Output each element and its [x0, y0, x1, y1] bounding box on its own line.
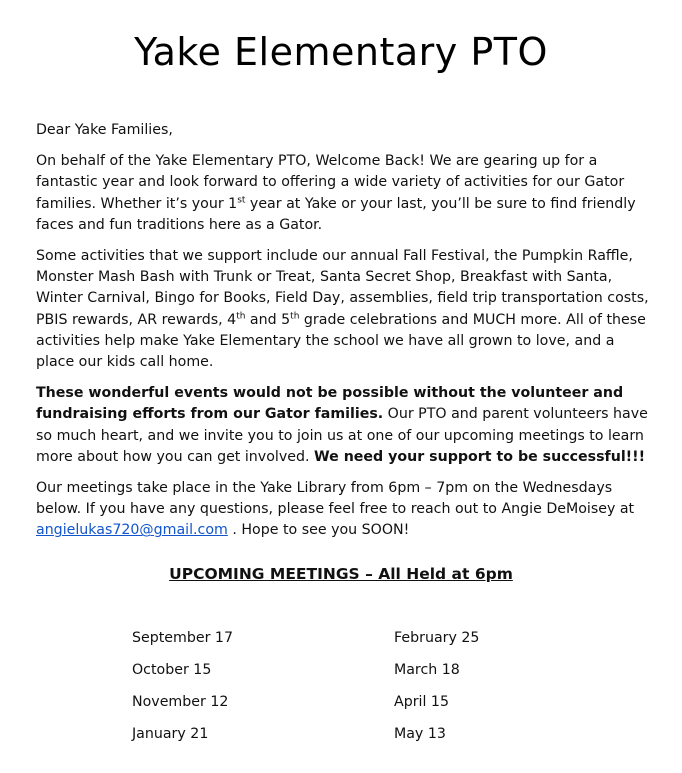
- ordinal-suffix: th: [236, 310, 246, 321]
- meetings-list-left: [132, 628, 233, 756]
- meeting-date: February 25: [394, 630, 480, 646]
- ordinal-suffix: th: [290, 310, 300, 321]
- paragraph-welcome-text-a: On behalf of the Yake Elementary PTO, Welcome Back! We are gearing up for a fantastic year and look forward to offering a wide variety of activities for our Gator families. Whether it’s your 1: [36, 153, 625, 212]
- paragraph-activities-text-a: Some activities that we support include our annual Fall Festival, the Pumpkin Raffle, Monster Mash Bash with Trunk or Treat, Santa Secret Shop, Breakfast with Santa, Winter Carnival, Bingo for Books, Field Day, assemblies, field trip transportation costs, PBIS rewards, AR rewards, 4: [36, 248, 649, 328]
- paragraph-volunteers-bold-b: We need your support to be successful!!!: [313, 448, 646, 465]
- meetings-heading: UPCOMING MEETINGS – All Held at 6pm: [169, 565, 513, 583]
- greeting: Dear Yake Families,: [36, 122, 173, 138]
- meeting-date: April 15: [394, 694, 449, 710]
- paragraph-activities: [36, 246, 656, 373]
- email-link[interactable]: angielukas720@gmail.com: [36, 522, 228, 539]
- page-title: Yake Elementary PTO: [134, 30, 548, 74]
- meeting-date: January 21: [132, 726, 209, 742]
- paragraph-volunteers-bold-a: These wonderful events would not be possible without the volunteer and fundraising efforts from our Gator families.: [36, 385, 624, 423]
- paragraph-volunteers-text: Our PTO and parent volunteers have so much heart, and we invite you to join us at one of our upcoming meetings to learn more about how you can get involved.: [36, 406, 648, 465]
- paragraph-activities-text-b: and 5: [245, 311, 291, 328]
- paragraph-meetings-text-a: Our meetings take place in the Yake Library from 6pm – 7pm on the Wednesdays below. If you have any questions, please feel free to reach out to Angie DeMoisey at: [36, 480, 635, 518]
- meeting-date: November 12: [132, 694, 229, 710]
- meeting-date: September 17: [132, 630, 233, 646]
- paragraph-meetings-info: [36, 478, 656, 542]
- ordinal-suffix: st: [237, 194, 246, 205]
- meetings-list-right: [394, 628, 479, 756]
- letter-body: [36, 120, 656, 552]
- paragraph-meetings-text-b: . Hope to see you SOON!: [227, 522, 410, 539]
- meeting-date: October 15: [132, 662, 212, 678]
- paragraph-activities-text-c: grade celebrations and MUCH more. All of these activities help make Yake Elementary the school we have all grown to love, and a place our kids call home.: [36, 311, 646, 371]
- meeting-date: March 18: [394, 662, 460, 678]
- paragraph-welcome-text-b: year at Yake or your last, you’ll be sure to find friendly faces and fun traditions here as a Gator.: [36, 195, 636, 233]
- meeting-date: May 13: [394, 726, 446, 742]
- paragraph-volunteers: [36, 383, 656, 468]
- paragraph-welcome: [36, 151, 656, 236]
